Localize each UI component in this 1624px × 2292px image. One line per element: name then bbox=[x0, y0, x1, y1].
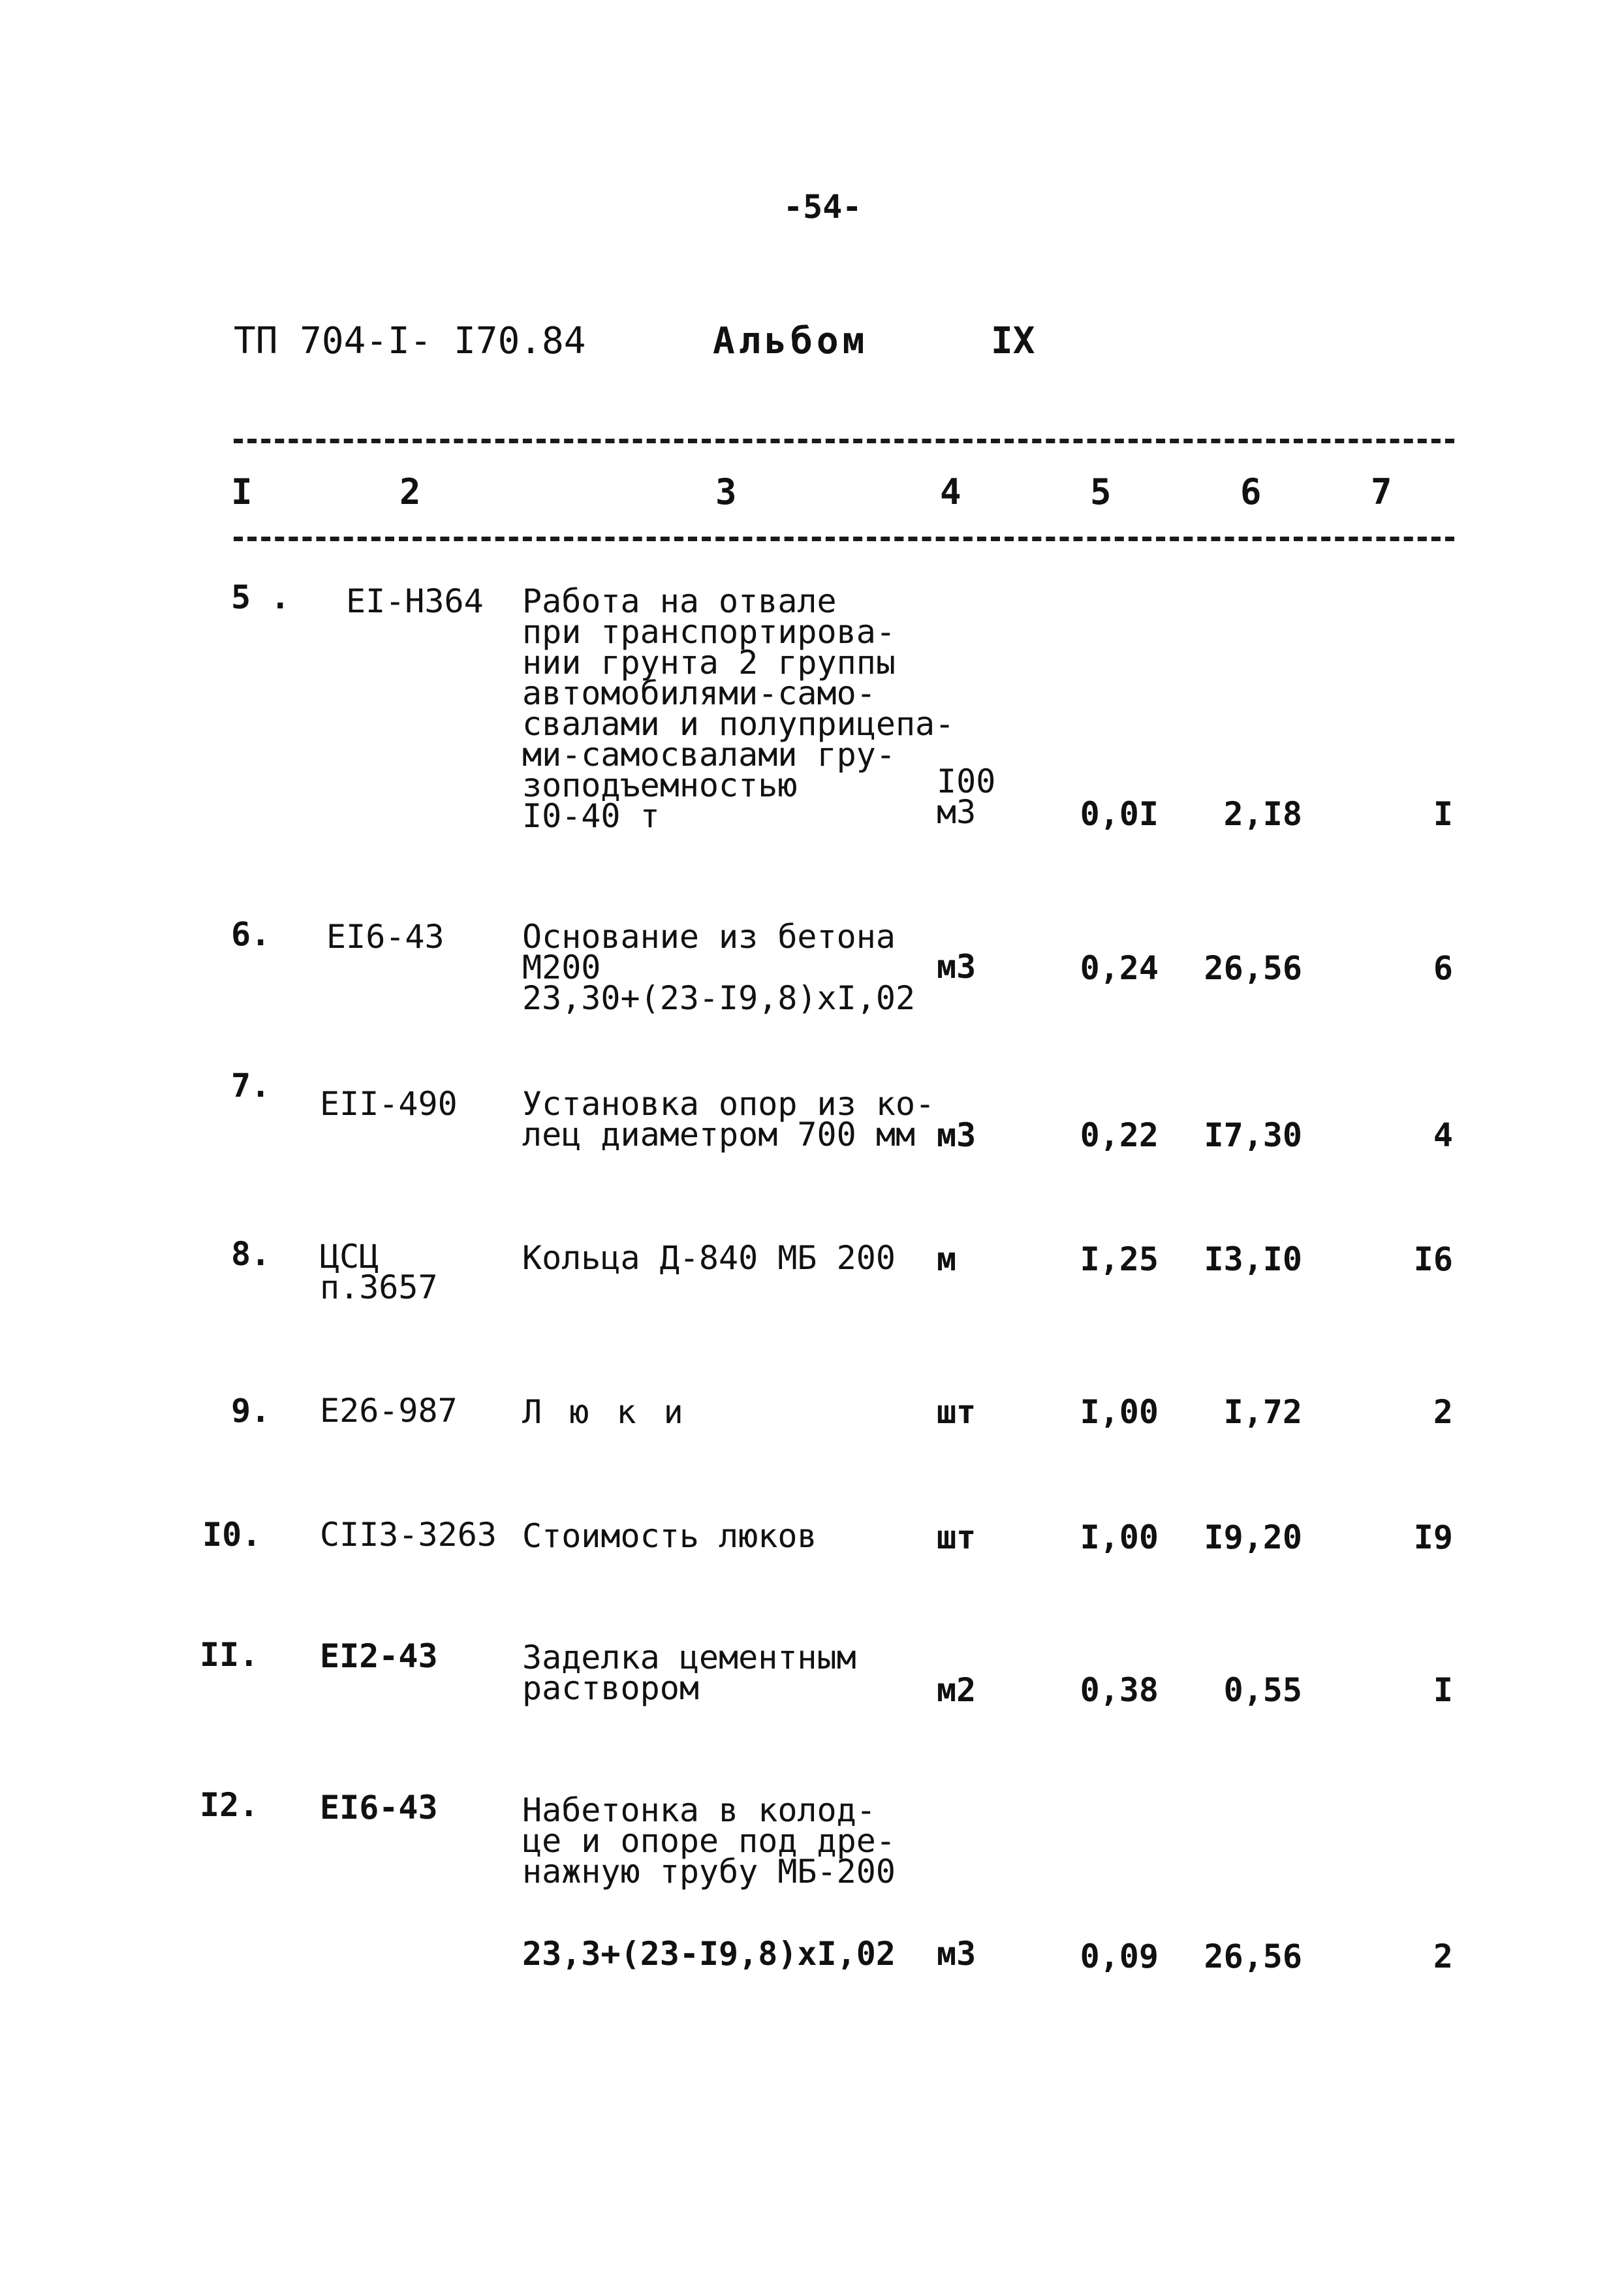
row-value-6: I3,I0 bbox=[1204, 1240, 1302, 1278]
row-value-5: 0,24 bbox=[1080, 949, 1159, 987]
row-value-5: I,00 bbox=[1080, 1518, 1159, 1556]
row-code: EI6-43 bbox=[320, 1789, 438, 1827]
row-value-7: 2 bbox=[1433, 1938, 1453, 1975]
row-number: I2. bbox=[200, 1786, 259, 1824]
row-unit: шт bbox=[937, 1393, 976, 1431]
row-number: II. bbox=[200, 1636, 259, 1674]
row-code: E26-987 bbox=[320, 1392, 458, 1430]
row-value-6: 0,55 bbox=[1223, 1671, 1302, 1709]
row-value-7: I bbox=[1433, 1671, 1453, 1709]
row-description: Установка опор из ко- лец диаметром 700 мм bbox=[522, 1085, 935, 1154]
row-unit: м3 bbox=[937, 948, 976, 986]
row-description: Л ю к и bbox=[522, 1393, 687, 1431]
row-code: EII-490 bbox=[320, 1085, 458, 1123]
row-description: Работа на отвале при транспортирова- нии грунта 2 группы автомобилями-само- свалами и полуприцепа- ми-самосвалами гру- зоподъемностью I0-40 т bbox=[522, 582, 955, 835]
column-header-7: 7 bbox=[1371, 471, 1392, 512]
row-value-5: 0,22 bbox=[1080, 1116, 1159, 1154]
column-header-4: 4 bbox=[940, 471, 961, 512]
row-code: EI2-43 bbox=[320, 1637, 438, 1675]
row-unit: шт bbox=[937, 1518, 976, 1556]
row-value-5: 0,0I bbox=[1080, 795, 1159, 833]
page-number: -54- bbox=[783, 188, 862, 226]
row-description: Стоимость люков bbox=[522, 1517, 817, 1555]
row-number: 6. bbox=[231, 915, 271, 953]
row-value-7: 6 bbox=[1433, 949, 1453, 987]
row-value-6: I9,20 bbox=[1204, 1518, 1302, 1556]
row-value-7: I9 bbox=[1413, 1518, 1453, 1556]
column-header-6: 6 bbox=[1240, 471, 1262, 512]
row-value-5: I,25 bbox=[1080, 1240, 1159, 1278]
row-description: Кольца Д-840 МБ 200 bbox=[522, 1239, 896, 1277]
row-value-6: 26,56 bbox=[1204, 949, 1302, 987]
row-value-5: 0,38 bbox=[1080, 1671, 1159, 1709]
column-header-2: 2 bbox=[399, 471, 421, 512]
row-unit: м3 bbox=[937, 1935, 976, 1973]
column-header-5: 5 bbox=[1090, 471, 1112, 512]
row-value-6: I7,30 bbox=[1204, 1116, 1302, 1154]
row-value-6: I,72 bbox=[1223, 1393, 1302, 1431]
row-formula: 23,3+(23-I9,8)xI,02 bbox=[522, 1935, 896, 1973]
row-value-6: 26,56 bbox=[1204, 1938, 1302, 1975]
row-value-5: I,00 bbox=[1080, 1393, 1159, 1431]
row-value-7: I bbox=[1433, 795, 1453, 833]
row-value-7: I6 bbox=[1413, 1240, 1453, 1278]
album-label: Альбом bbox=[713, 320, 869, 362]
row-number: 8. bbox=[231, 1235, 271, 1273]
table-top-rule bbox=[234, 439, 1454, 443]
row-description: Заделка цементным раствором bbox=[522, 1639, 856, 1707]
row-description: Основание из бетона М200 23,30+(23-I9,8)xI,02 bbox=[522, 918, 916, 1017]
row-code: ЦСЦ п.3657 bbox=[320, 1238, 438, 1306]
row-code: EI-H364 bbox=[346, 582, 484, 620]
row-number: 7. bbox=[231, 1067, 271, 1105]
column-header-1: I bbox=[231, 471, 253, 512]
row-value-6: 2,I8 bbox=[1223, 795, 1302, 833]
row-number: 9. bbox=[231, 1392, 271, 1430]
row-value-7: 4 bbox=[1433, 1116, 1453, 1154]
column-header-3: 3 bbox=[715, 471, 737, 512]
row-value-5: 0,09 bbox=[1080, 1938, 1159, 1975]
row-unit: м bbox=[937, 1240, 957, 1278]
row-number: I0. bbox=[202, 1516, 262, 1554]
row-unit: м2 bbox=[937, 1671, 976, 1709]
row-code: CII3-3263 bbox=[320, 1516, 497, 1554]
row-description: Набетонка в колод- це и опоре под дре- нажную трубу МБ-200 bbox=[522, 1791, 896, 1891]
row-value-7: 2 bbox=[1433, 1393, 1453, 1431]
album-number: IX bbox=[991, 320, 1035, 362]
row-number: 5 . bbox=[231, 578, 290, 616]
table-header-rule bbox=[234, 537, 1454, 541]
row-code: EI6-43 bbox=[326, 918, 445, 956]
row-unit: м3 bbox=[937, 1116, 976, 1154]
row-unit: I00 м3 bbox=[937, 762, 996, 831]
document-code: ТП 704-I- I70.84 bbox=[234, 320, 586, 362]
